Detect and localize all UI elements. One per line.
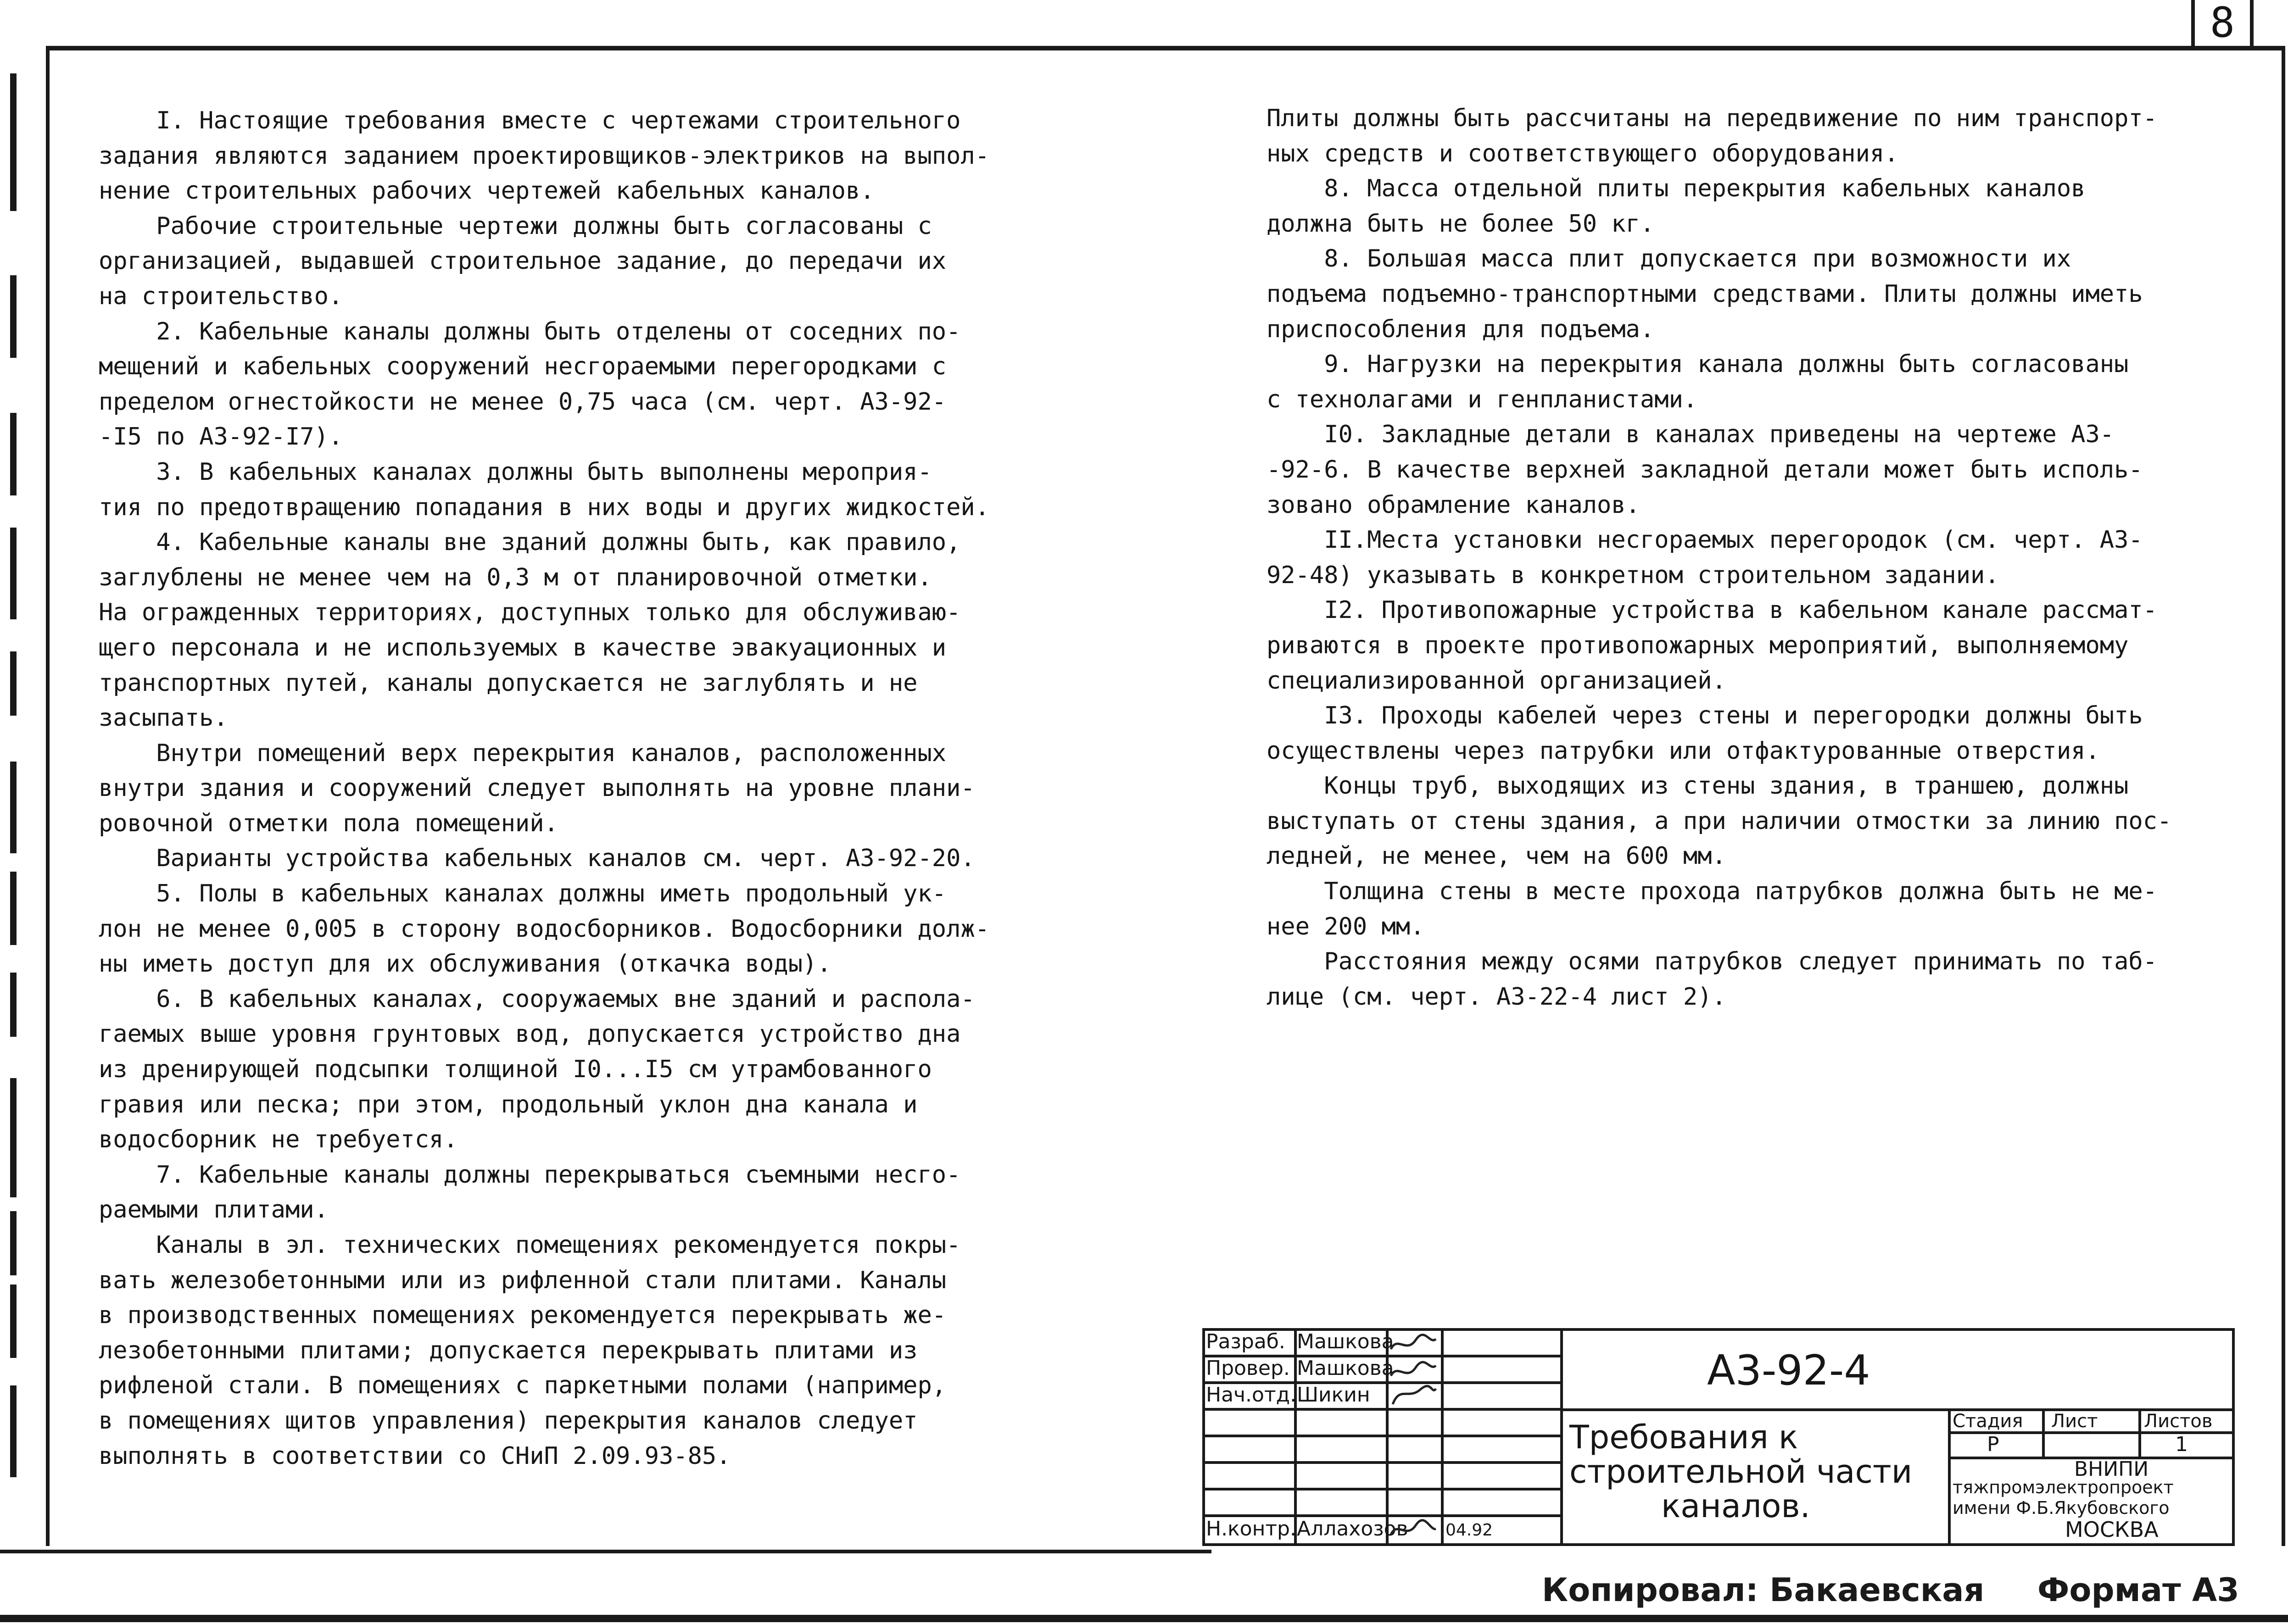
approval-date: 04.92 [1445,1521,1493,1540]
text-line: Плиты должны быть рассчитаны на передвижение по ним транспорт- [1267,105,2158,132]
text-line: На огражденных территориях, доступных только для обслуживаю- [99,599,961,627]
text-line: организацией, выдавшей строительное задание, до передачи их [99,247,947,275]
text-line: -92-6. В качестве верхней закладной детали может быть исполь- [1267,456,2143,484]
text-line: задания являются заданием проектировщиков-электриков на выпол- [99,142,990,170]
left-text-column [99,103,1016,1474]
drawing-title-line2: строительной части [1569,1453,1913,1491]
text-line: специализированной организацией. [1267,667,1726,695]
text-line: раемыми плитами. [99,1196,329,1224]
text-line: водосборник не требуется. [99,1126,458,1154]
text-line: осуществлены через патрубки или отфактурованные отверстия. [1267,737,2100,765]
text-line: транспортных путей, каналы допускается не заглублять и не [99,669,918,697]
drawing-title-line3: каналов. [1661,1487,1810,1525]
text-line: должна быть не более 50 кг. [1267,210,1655,238]
margin-mark [10,762,17,853]
text-line: лице (см. черт. А3-22-4 лист 2). [1267,983,1726,1011]
text-line: 92-48) указывать в конкретном строительном задании. [1267,561,1999,589]
text-line: на строительство. [99,282,343,310]
text-line: Рабочие строительные чертежи должны быть согласованы с [99,212,932,240]
text-line: 8. Масса отдельной плиты перекрытия кабельных каналов [1267,175,2086,203]
margin-mark [10,413,17,495]
text-line: 5. Полы в кабельных каналах должны иметь продольный ук- [99,880,947,908]
role-norm-control: Н.контр. [1206,1517,1296,1541]
text-line: подъема подъемно-транспортными средствами. Плиты должны иметь [1267,280,2143,308]
org-line2: тяжпромэлектропроект [1953,1477,2174,1497]
text-line: 3. В кабельных каналах должны быть выполнены мероприя- [99,458,932,486]
signature-marks [1388,1331,1439,1409]
margin-mark [10,973,17,1037]
text-line: риваются в проекте противопожарных мероприятий, выполняемому [1267,631,2129,659]
text-line: 6. В кабельных каналах, сооружаемых вне зданий и распола- [99,985,975,1013]
text-line: пределом огнестойкости не менее 0,75 часа (см. черт. А3-92- [99,388,947,416]
text-line: в производственных помещениях рекомендуется перекрывать же- [99,1301,947,1329]
name-dept-head: Шикин [1297,1383,1370,1407]
sheet-number: 8 [2191,0,2254,50]
signature-mark-norm [1388,1516,1439,1544]
text-line: выполнять в соответствии со СНиП 2.09.93-85. [99,1442,731,1470]
bottom-inner-line [0,1550,1211,1553]
role-dept-head: Нач.отд. [1206,1383,1296,1407]
text-line: Внутри помещений верх перекрытия каналов, расположенных [99,739,947,767]
stage-header: Стадия [1953,1411,2023,1432]
copied-by: Копировал: Бакаевская [1542,1571,1985,1609]
org-line1: ВНИПИ [2074,1457,2149,1481]
format-label: Формат А3 [2037,1571,2239,1609]
text-line: выступать от стены здания, а при наличии отмостки за линию пос- [1267,807,2172,835]
text-line: Толщина стены в месте прохода патрубков должна быть не ме- [1267,878,2158,906]
text-line: ны иметь доступ для их обслуживания (откачка воды). [99,950,831,978]
text-line: 9. Нагрузки на перекрытия канала должны быть согласованы [1267,350,2129,378]
margin-mark [10,1078,17,1197]
name-developer: Машкова [1297,1330,1394,1353]
text-line: 8. Большая масса плит допускается при возможности их [1267,245,2071,273]
text-line: зовано обрамление каналов. [1267,491,1640,519]
text-line: I0. Закладные детали в каналах приведены на чертеже А3- [1267,421,2115,449]
margin-mark [10,651,17,716]
name-norm-control: Аллахозов [1297,1517,1408,1541]
text-line: засыпать. [99,704,228,732]
text-line: -I5 по А3-92-I7). [99,423,343,451]
role-developer: Разраб. [1206,1330,1285,1353]
text-line: I2. Противопожарные устройства в кабельном канале рассмат- [1267,596,2158,624]
margin-mark [10,872,17,945]
text-line: из дренирующей подсыпки толщиной I0...I5 см утрамбованного [99,1056,932,1084]
text-line: рифленой стали. В помещениях с паркетными полами (например, [99,1372,947,1400]
text-line: I. Настоящие требования вместе с чертежами строительного [99,107,961,134]
text-line: заглублены не менее чем на 0,3 м от планировочной отметки. [99,563,932,591]
text-line: приспособления для подъема. [1267,315,1655,343]
sheets-header: Листов [2144,1411,2213,1432]
text-line: лон не менее 0,005 в сторону водосборников. Водосборники долж- [99,915,990,943]
text-line: с технолагами и генпланистами. [1267,385,1698,413]
org-line3: имени Ф.Б.Якубовского [1953,1498,2170,1518]
text-line: лезобетонными плитами; допускается перекрывать плитами из [99,1336,918,1364]
text-line: вать железобетонными или из рифленной стали плитами. Каналы [99,1266,947,1294]
right-text-column [1267,101,2184,1014]
text-line: гаемых выше уровня грунтовых вод, допускается устройство дна [99,1020,961,1048]
text-line: нение строительных рабочих чертежей кабельных каналов. [99,177,875,205]
role-checker: Провер. [1206,1357,1290,1380]
bottom-border-line [0,1615,2288,1622]
sheets-value: 1 [2175,1433,2188,1456]
text-line: I3. Проходы кабелей через стены и перегородки должны быть [1267,702,2143,730]
text-line: щего персонала и не используемых в качестве эвакуационных и [99,634,947,662]
text-line: Расстояния между осями патрубков следует принимать по таб- [1267,948,2158,976]
margin-mark [10,528,17,619]
text-line: Каналы в эл. технических помещениях рекомендуется покры- [99,1231,961,1259]
text-line: ных средств и соответствующего оборудования. [1267,139,1899,167]
stage-value: Р [1987,1433,1999,1456]
document-code: А3-92-4 [1707,1346,1870,1395]
text-line: мещений и кабельных сооружений несгораемыми перегородками с [99,353,947,381]
margin-mark [10,1285,17,1358]
org-line4: МОСКВА [2065,1517,2159,1542]
text-line: гравия или песка; при этом, продольный уклон дна канала и [99,1090,918,1118]
margin-mark [10,1211,17,1275]
text-line: Варианты устройства кабельных каналов см. черт. А3-92-20. [99,845,975,873]
margin-mark [10,275,17,358]
text-line: II.Места установки несгораемых перегородок (см. черт. А3- [1267,526,2143,554]
text-line: нее 200 мм. [1267,912,1425,940]
text-line: ледней, не менее, чем на 600 мм. [1267,842,1726,870]
text-line: 4. Кабельные каналы вне зданий должны быть, как правило, [99,528,961,556]
text-line: тия по предотвращению попадания в них воды и других жидкостей. [99,493,990,521]
margin-mark [10,1385,17,1477]
drawing-title-line1: Требования к [1569,1418,1798,1456]
margin-mark [10,73,17,211]
text-line: в помещениях щитов управления) перекрытия каналов следует [99,1407,918,1435]
text-line: 7. Кабельные каналы должны перекрываться съемными несго- [99,1161,961,1189]
text-line: ровочной отметки пола помещений. [99,809,558,837]
text-line: 2. Кабельные каналы должны быть отделены от соседних по- [99,317,961,345]
text-line: Концы труб, выходящих из стены здания, в траншею, должны [1267,772,2129,800]
title-block [1202,1328,2235,1546]
sheet-header: Лист [2051,1411,2098,1432]
name-checker: Машкова [1297,1357,1394,1380]
text-line: внутри здания и сооружений следует выполнять на уровне плани- [99,774,975,802]
